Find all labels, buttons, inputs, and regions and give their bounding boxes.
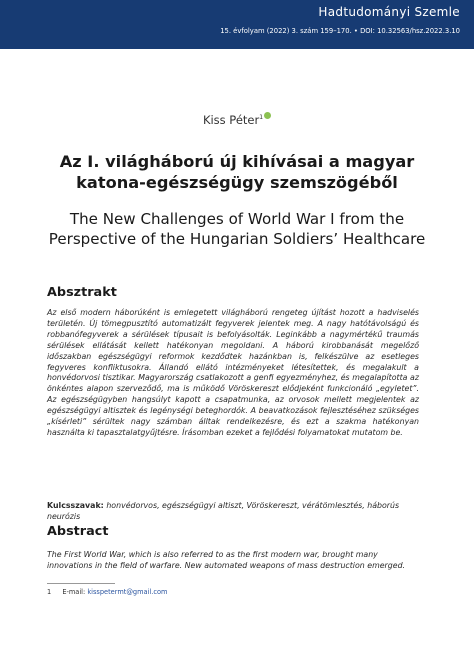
footnote-email-link[interactable]: kisspetermt@gmail.com: [87, 588, 168, 596]
abstract-hu-heading: Absztrakt: [47, 285, 117, 300]
journal-header-band: [0, 0, 474, 49]
footnote-mark: 1: [47, 588, 52, 596]
article-title-hungarian: Az I. világháború új kihívásai a magyar katona-egészségügy szemszögéből: [59, 152, 415, 192]
abstract-en-text: The First World War, which is also referred to as the first modern war, brought many innovations in the field of warfare. New automated weapons of mass destruction emerged.: [47, 550, 406, 570]
keywords-text: honvédorvos, egészségügyi altiszt, Vöröskereszt, vérátömlesztés, háborús neurózis: [47, 501, 400, 521]
author-footnote-mark: 1: [259, 114, 264, 121]
abstract-hu-text: Az első modern háborúként is emlegetett világháború rengeteg újítást hozott a hadviselés területén. Új tömegpusztító automatizált fegyverek jelentek meg. A nagy hatótávolságú és robbanófegyverek a sérülések típusait is befolyásolták. Leginkább a nagymértékű traumás sérülések ellátását kellett hatékonyan megoldani. A háború kirobbanását megelőző időszakban egészségügyi reformok kezdődtek hazánkban is, felkészülve az esetleges fegyveres konfliktusokra. Állandó ellátó intézményeket létesítettek, és megalakult a honvédorvosi tisztikar. Magyarország csatlakozott a genfi egyezményhez, és megalapította az önkéntes alapon szerveződő, ma is működő Vöröskereszt elődjeként funkcionáló „egyletet”. Az egészségügyben hangsúlyt kapott a csapatmunka, az orvosok mellett megjelentek az egészségügyi altisztek és legénységi beteghordók. A beavatkozások fejlesztéséhez szükséges „kísérleti” sérültek nagy számban álltak rendelkezésre, és ezt a szakma hatékonyan használta ki tapasztalatgyűjtésre. Írásomban ezeket a fejlődési folyamatokat mutatom be.: [47, 308, 419, 437]
footnote: [47, 588, 167, 596]
journal-issue-meta: 15. évfolyam (2022) 3. szám 159–170. • DOI: 10.32563/hsz.2022.3.10: [220, 27, 460, 35]
article-title-english: The New Challenges of World War I from the Perspective of the Hungarian Soldiers’ Healthcare: [48, 210, 426, 248]
keywords-label: Kulcsszavak:: [47, 501, 104, 510]
footnote-divider: [47, 583, 115, 584]
author-name: Kiss Péter: [202, 112, 260, 127]
footnote-email-label: E-mail:: [62, 588, 86, 596]
journal-name: Hadtudományi Szemle: [318, 5, 460, 19]
keywords-hu: [47, 500, 419, 522]
orcid-icon[interactable]: [264, 112, 271, 119]
abstract-en-heading: Abstract: [47, 524, 109, 539]
author-line: [0, 112, 474, 127]
